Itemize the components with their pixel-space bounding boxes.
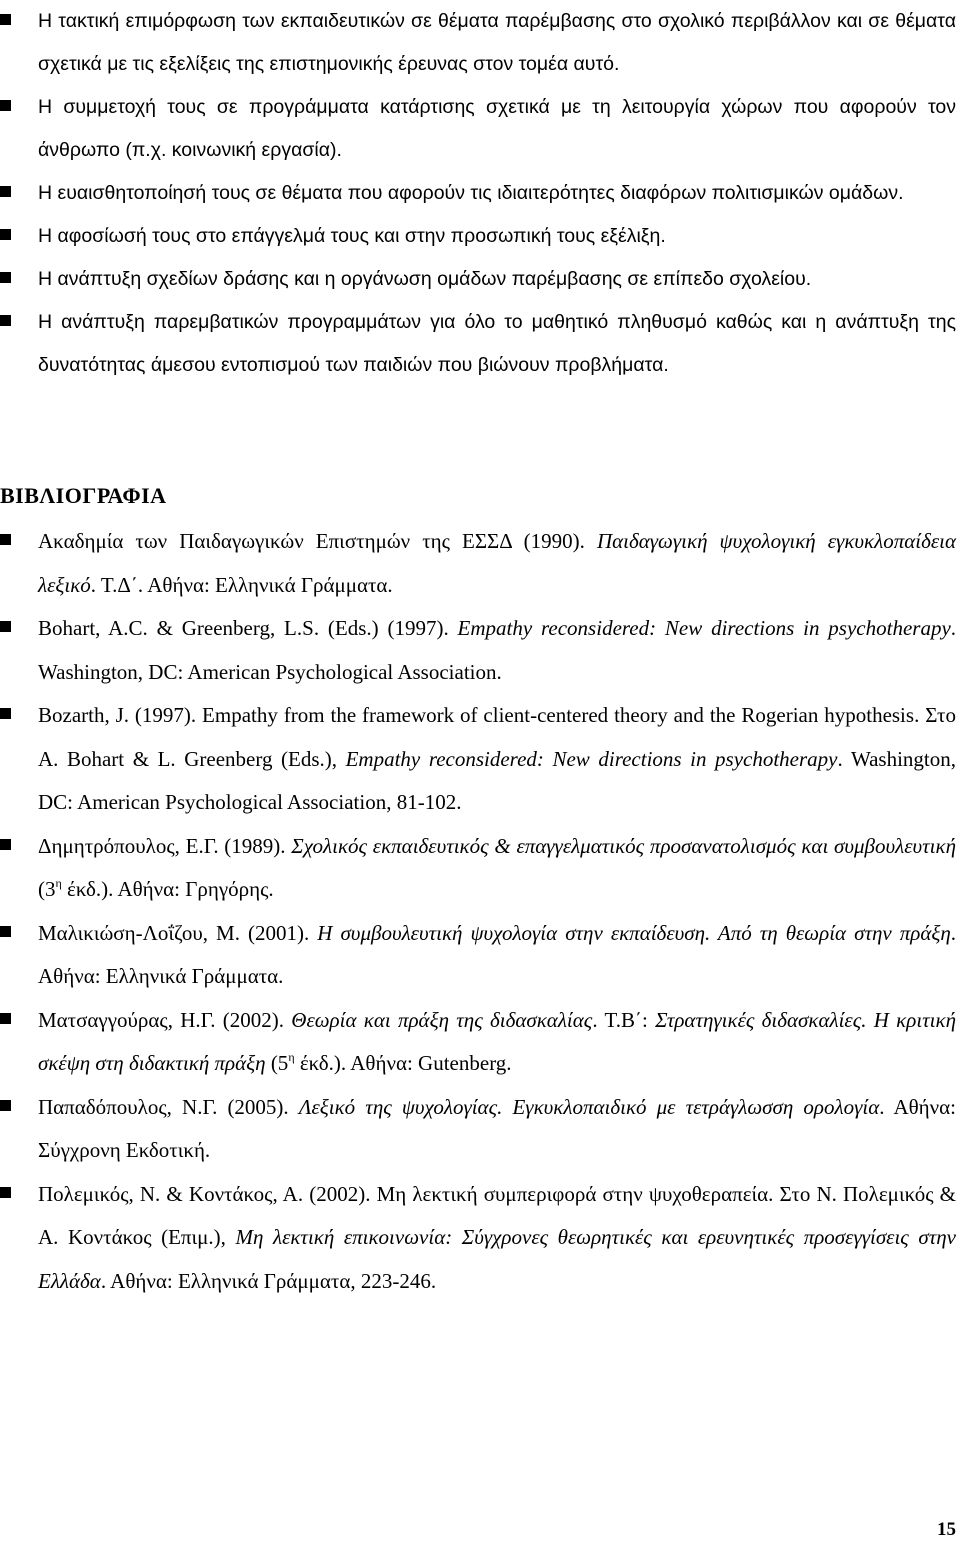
bibliography-entry: Ματσαγγούρας, Η.Γ. (2002). Θεωρία και πράξη της διδασκαλίας. Τ.Β΄: Στρατηγικές διδασκαλίες. Η κριτική σκέψη στη διδακτική πράξη ($5^\eta$ έκδ.). Αθήνα: Gutenberg. [0, 999, 960, 1086]
square-bullet-icon [0, 1187, 11, 1198]
square-bullet-icon [0, 708, 11, 719]
list-item: Η ανάπτυξη σχεδίων δράσης και η οργάνωση ομάδων παρέμβασης σε επίπεδο σχολείου. [0, 258, 960, 301]
list-item: Η συμμετοχή τους σε προγράμματα κατάρτισης σχετικά με τη λειτουργία χώρων που αφορούν τον άνθρωπο (π.χ. κοινωνική εργασία). [0, 86, 960, 172]
square-bullet-icon [0, 621, 11, 632]
square-bullet-icon [0, 534, 11, 545]
bibliography-list [0, 520, 960, 1303]
square-bullet-icon [0, 229, 11, 240]
square-bullet-icon [0, 1100, 11, 1111]
bibliography-entry: Δημητρόπουλος, Ε.Γ. (1989). Σχολικός εκπαιδευτικός & επαγγελματικός προσανατολισμός και συμβουλευτική ($3^\eta$ έκδ.). Αθήνα: Γρηγόρης. [0, 825, 960, 912]
square-bullet-icon [0, 272, 11, 283]
bibliography-entry: Bohart, A.C. & Greenberg, L.S. (Eds.) (1997). Empathy reconsidered: New directions in psychotherapy. Washington, DC: American Psychological Association. [0, 607, 960, 694]
square-bullet-icon [0, 1013, 11, 1024]
bibliography-entry: Ακαδημία των Παιδαγωγικών Επιστημών της ΕΣΣΔ (1990). Παιδαγωγική ψυχολογική εγκυκλοπαίδεια λεξικό. Τ.Δ΄. Αθήνα: Ελληνικά Γράμματα. [0, 520, 960, 607]
bibliography-heading: ΒΙΒΛΙΟΓΡΑΦΙΑ [0, 483, 167, 508]
page-number: 15 [937, 1519, 956, 1540]
square-bullet-icon [0, 926, 11, 937]
square-bullet-icon [0, 839, 11, 850]
bibliography-entry: Πολεμικός, Ν. & Κοντάκος, Α. (2002). Μη λεκτική συμπεριφορά στην ψυχοθεραπεία. Στο Ν. Πολεμικός & Α. Κοντάκος (Επιμ.), Μη λεκτική επικοινωνία: Σύγχρονες θεωρητικές και ερευνητικές προσεγγίσεις στην Ελλάδα. Αθήνα: Ελληνικά Γράμματα, 223-246. [0, 1173, 960, 1304]
list-item: Η τακτική επιμόρφωση των εκπαιδευτικών σε θέματα παρέμβασης στο σχολικό περιβάλλον και σε θέματα σχετικά με τις εξελίξεις της επιστημονικής έρευνας στον τομέα αυτό. [0, 0, 960, 86]
square-bullet-icon [0, 315, 11, 326]
list-item: Η αφοσίωσή τους στο επάγγελμά τους και στην προσωπική τους εξέλιξη. [0, 215, 960, 258]
square-bullet-icon [0, 100, 11, 111]
recommendations-list [0, 0, 960, 387]
list-item: Η ευαισθητοποίησή τους σε θέματα που αφορούν τις ιδιαιτερότητες διαφόρων πολιτισμικών ομάδων. [0, 172, 960, 215]
square-bullet-icon [0, 14, 11, 25]
bibliography-entry: Παπαδόπουλος, Ν.Γ. (2005). Λεξικό της ψυχολογίας. Εγκυκλοπαιδικό με τετράγλωσση ορολογία. Αθήνα: Σύγχρονη Εκδοτική. [0, 1086, 960, 1173]
bibliography-entry: Μαλικιώση-Λοΐζου, Μ. (2001). Η συμβουλευτική ψυχολογία στην εκπαίδευση. Από τη θεωρία στην πράξη. Αθήνα: Ελληνικά Γράμματα. [0, 912, 960, 999]
square-bullet-icon [0, 186, 11, 197]
list-item: Η ανάπτυξη παρεμβατικών προγραμμάτων για όλο το μαθητικό πληθυσμό καθώς και η ανάπτυξη της δυνατότητας άμεσου εντοπισμού των παιδιών που βιώνουν προβλήματα. [0, 301, 960, 387]
bibliography-entry: Bozarth, J. (1997). Empathy from the framework of client-centered theory and the Rogerian hypothesis. Στο A. Bohart & L. Greenberg (Eds.), Empathy reconsidered: New directions in psychotherapy. Washington, DC: American Psychological Association, 81-102. [0, 694, 960, 825]
